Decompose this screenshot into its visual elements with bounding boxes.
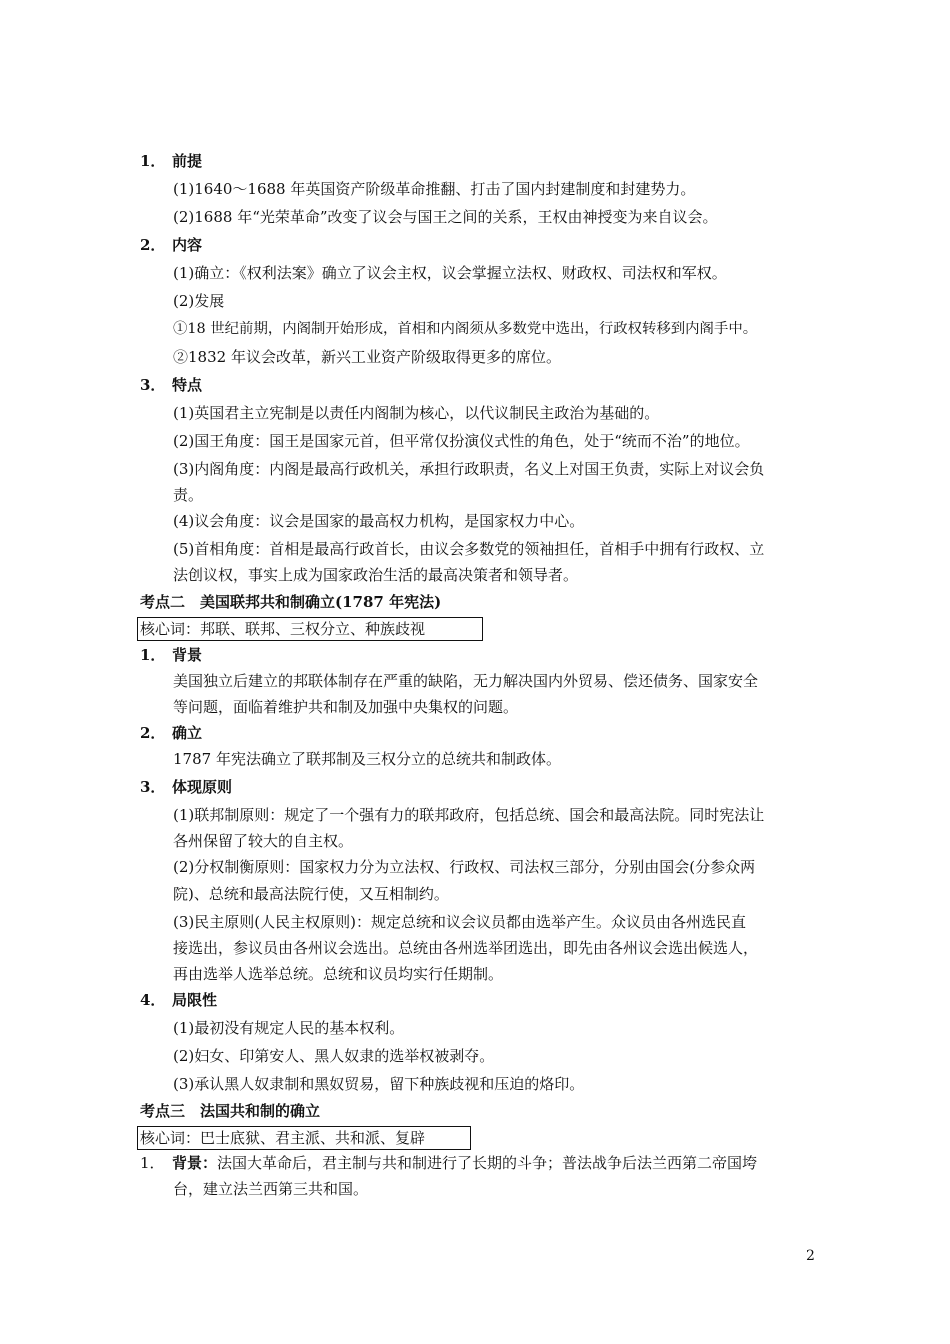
paragraph: (1)最初没有规定人民的基本权利。 <box>173 1019 405 1037</box>
paragraph: (1)英国君主立宪制是以责任内阁制为核心，以代议制民主政治为基础的。 <box>173 404 660 422</box>
paragraph: (3)内阁角度：内阁是最高行政机关，承担行政职责，名义上对国王负责，实际上对议会负 <box>173 460 765 478</box>
heading-background: 1． 背景 <box>140 646 203 664</box>
keywords-box: 核心词：邦联、联邦、三权分立、种族歧视 <box>137 617 483 641</box>
paragraph: (3)承认黑人奴隶制和黑奴贸易，留下种族歧视和压迫的烙印。 <box>173 1075 585 1093</box>
heading-features: 3． 特点 <box>140 376 203 394</box>
paragraph: 等问题，面临着维护共和制及加强中央集权的问题。 <box>173 698 519 716</box>
paragraph: (1)1640～1688 年英国资产阶级革命推翻、打击了国内封建制度和封建势力。 <box>173 180 696 198</box>
paragraph: (3)民主原则(人民主权原则)：规定总统和议会议员都由选举产生。众议员由各州选民直 <box>173 913 746 931</box>
paragraph: (4)议会角度：议会是国家的最高权力机构，是国家权力中心。 <box>173 512 585 530</box>
section-heading-us: 考点二 美国联邦共和制确立(1787 年宪法) <box>140 593 442 611</box>
paragraph: (2)分权制衡原则：国家权力分为立法权、行政权、司法权三部分，分别由国会(分参众两 <box>173 858 756 876</box>
paragraph-background: 1． 背景：法国大革命后，君主制与共和制进行了长期的斗争；普法战争后法兰西第二帝国垮 <box>140 1154 758 1172</box>
paragraph: (5)首相角度：首相是最高行政首长，由议会多数党的领袖担任，首相手中拥有行政权、立 <box>173 540 765 558</box>
paragraph: 台，建立法兰西第三共和国。 <box>173 1180 369 1198</box>
paragraph: 责。 <box>173 486 204 504</box>
heading-premise: 1． 前提 <box>140 152 203 170</box>
paragraph: ②1832 年议会改革，新兴工业资产阶级取得更多的席位。 <box>173 348 561 366</box>
paragraph: (2)妇女、印第安人、黑人奴隶的选举权被剥夺。 <box>173 1047 495 1065</box>
paragraph: 法创议权，事实上成为国家政治生活的最高决策者和领导者。 <box>173 566 579 584</box>
paragraph: 1787 年宪法确立了联邦制及三权分立的总统共和制政体。 <box>173 750 561 768</box>
paragraph: 院)、总统和最高法院行使，又互相制约。 <box>173 885 449 903</box>
paragraph: 接选出，参议员由各州议会选出。总统由各州选举团选出，即先由各州议会选出候选人， <box>173 939 759 957</box>
paragraph: 美国独立后建立的邦联体制存在严重的缺陷，无力解决国内外贸易、偿还债务、国家安全 <box>173 672 759 690</box>
heading-content: 2． 内容 <box>140 236 203 254</box>
heading-principles: 3． 体现原则 <box>140 778 233 796</box>
paragraph: (1)确立：《权利法案》确立了议会主权，议会掌握立法权、财政权、司法权和军权。 <box>173 264 727 282</box>
paragraph: 再由选举人选举总统。总统和议员均实行任期制。 <box>173 965 504 983</box>
paragraph: (1)联邦制原则：规定了一个强有力的联邦政府，包括总统、国会和最高法院。同时宪法让 <box>173 806 765 824</box>
paragraph: (2)国王角度：国王是国家元首，但平常仅扮演仪式性的角色，处于“统而不治”的地位。 <box>173 432 750 450</box>
paragraph: (2)发展 <box>173 292 225 310</box>
heading-limitations: 4． 局限性 <box>140 991 218 1009</box>
paragraph: 各州保留了较大的自主权。 <box>173 832 354 850</box>
page-number: 2 <box>806 1248 815 1264</box>
section-heading-france: 考点三 法国共和制的确立 <box>140 1102 321 1120</box>
keywords-box: 核心词：巴士底狱、君主派、共和派、复辟 <box>137 1126 471 1150</box>
heading-establishment: 2． 确立 <box>140 724 203 742</box>
paragraph: ①18 世纪前期，内阁制开始形成，首相和内阁须从多数党中选出，行政权转移到内阁手中。 <box>173 321 758 337</box>
paragraph: (2)1688 年“光荣革命”改变了议会与国王之间的关系，王权由神授变为来自议会。 <box>173 208 718 226</box>
